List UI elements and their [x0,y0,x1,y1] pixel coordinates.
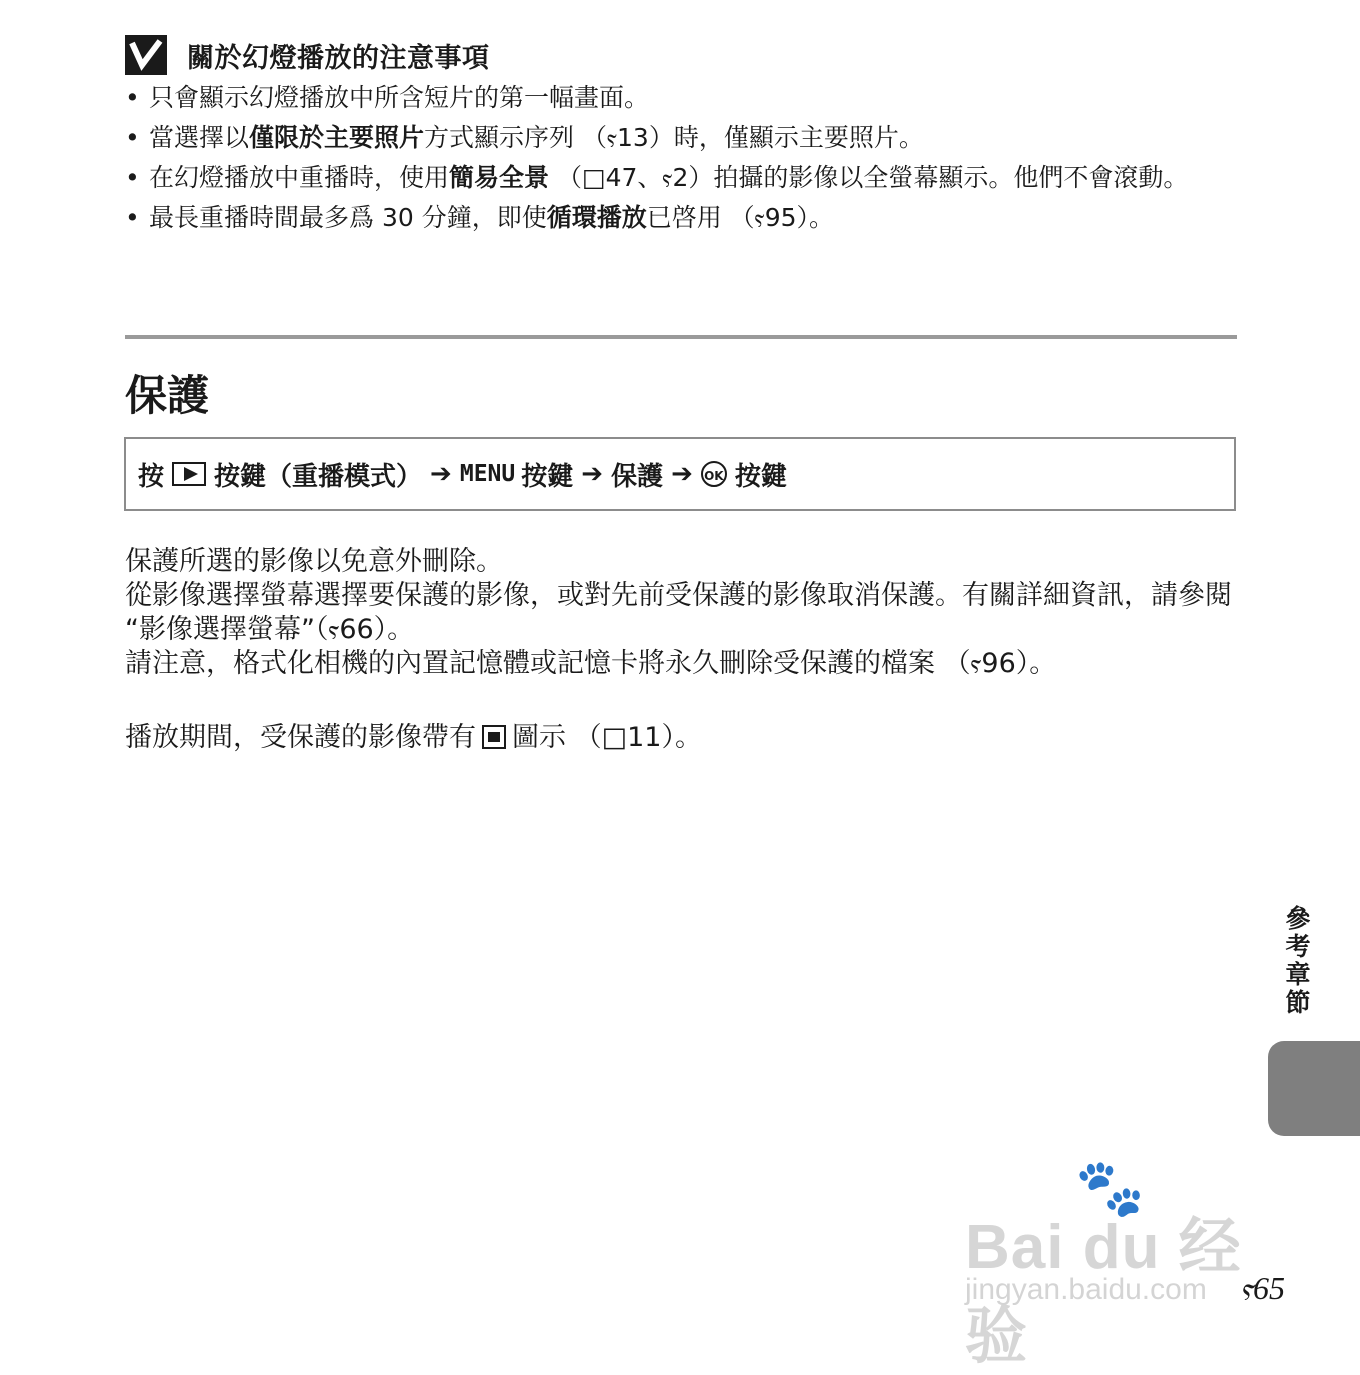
check-icon [125,35,167,75]
body-paragraph: 保護所選的影像以免意外刪除。 [125,546,503,577]
note-title: 關於幻燈播放的注意事項 [187,42,490,74]
paw-icon: 🐾 [1075,1156,1145,1221]
body-paragraph: 播放期間，受保護的影像帶有 圖示 （□11）。 [125,722,702,753]
path-press: 按 [138,461,165,492]
watermark [965,1155,1275,1371]
note-item: • 最長重播時間最多爲 30 分鐘，即使循環播放已啓用 （ⲋ95）。 [125,200,1240,235]
watermark-url: jingyan.baidu.com [965,1273,1207,1306]
menu-path [124,437,1236,511]
protect-icon [482,725,506,749]
body-paragraph: 從影像選擇螢幕選擇要保護的影像，或對先前受保護的影像取消保護。有關詳細資訊，請參閱 “影像選擇螢幕”（ⲋ66）。 [125,580,1232,645]
arrow-icon: ➔ [581,459,604,489]
path-menu-key: 按鍵 [521,461,574,492]
note-item: • 當選擇以僅限於主要照片方式顯示序列 （ⲋ13）時，僅顯示主要照片。 [125,120,1240,155]
arrow-icon: ➔ [430,459,452,489]
playback-button-icon [172,462,206,486]
section-divider [125,335,1237,339]
chapter-tab [1268,1041,1360,1136]
path-mode: （重播模式） [266,461,423,492]
path-key-label: 按鍵 [214,461,267,492]
note-item: • 只會顯示幻燈播放中所含短片的第一幅畫面。 [125,80,1240,115]
path-item: 保護 [611,461,664,492]
menu-label: MENU [459,461,516,487]
path-ok-key: 按鍵 [734,461,787,492]
ok-button-icon: OK [701,461,727,487]
note-list [125,80,1240,240]
note-header [125,35,490,75]
arrow-icon: ➔ [671,459,693,489]
page-number: ⲋ65 [1240,1270,1285,1306]
section-title: 保護 [125,371,210,420]
watermark-brand: Bai du 经验 [965,1213,1242,1371]
section-body [125,545,1245,755]
side-tab-label: 參考章節 [1282,905,1311,1017]
note-item: • 在幻燈播放中重播時，使用簡易全景 （□47、ⲋ2）拍攝的影像以全螢幕顯示。他們不會滾動。 [125,160,1240,195]
body-paragraph: 請注意，格式化相機的內置記憶體或記憶卡將永久刪除受保護的檔案 （ⲋ96）。 [125,648,1057,679]
